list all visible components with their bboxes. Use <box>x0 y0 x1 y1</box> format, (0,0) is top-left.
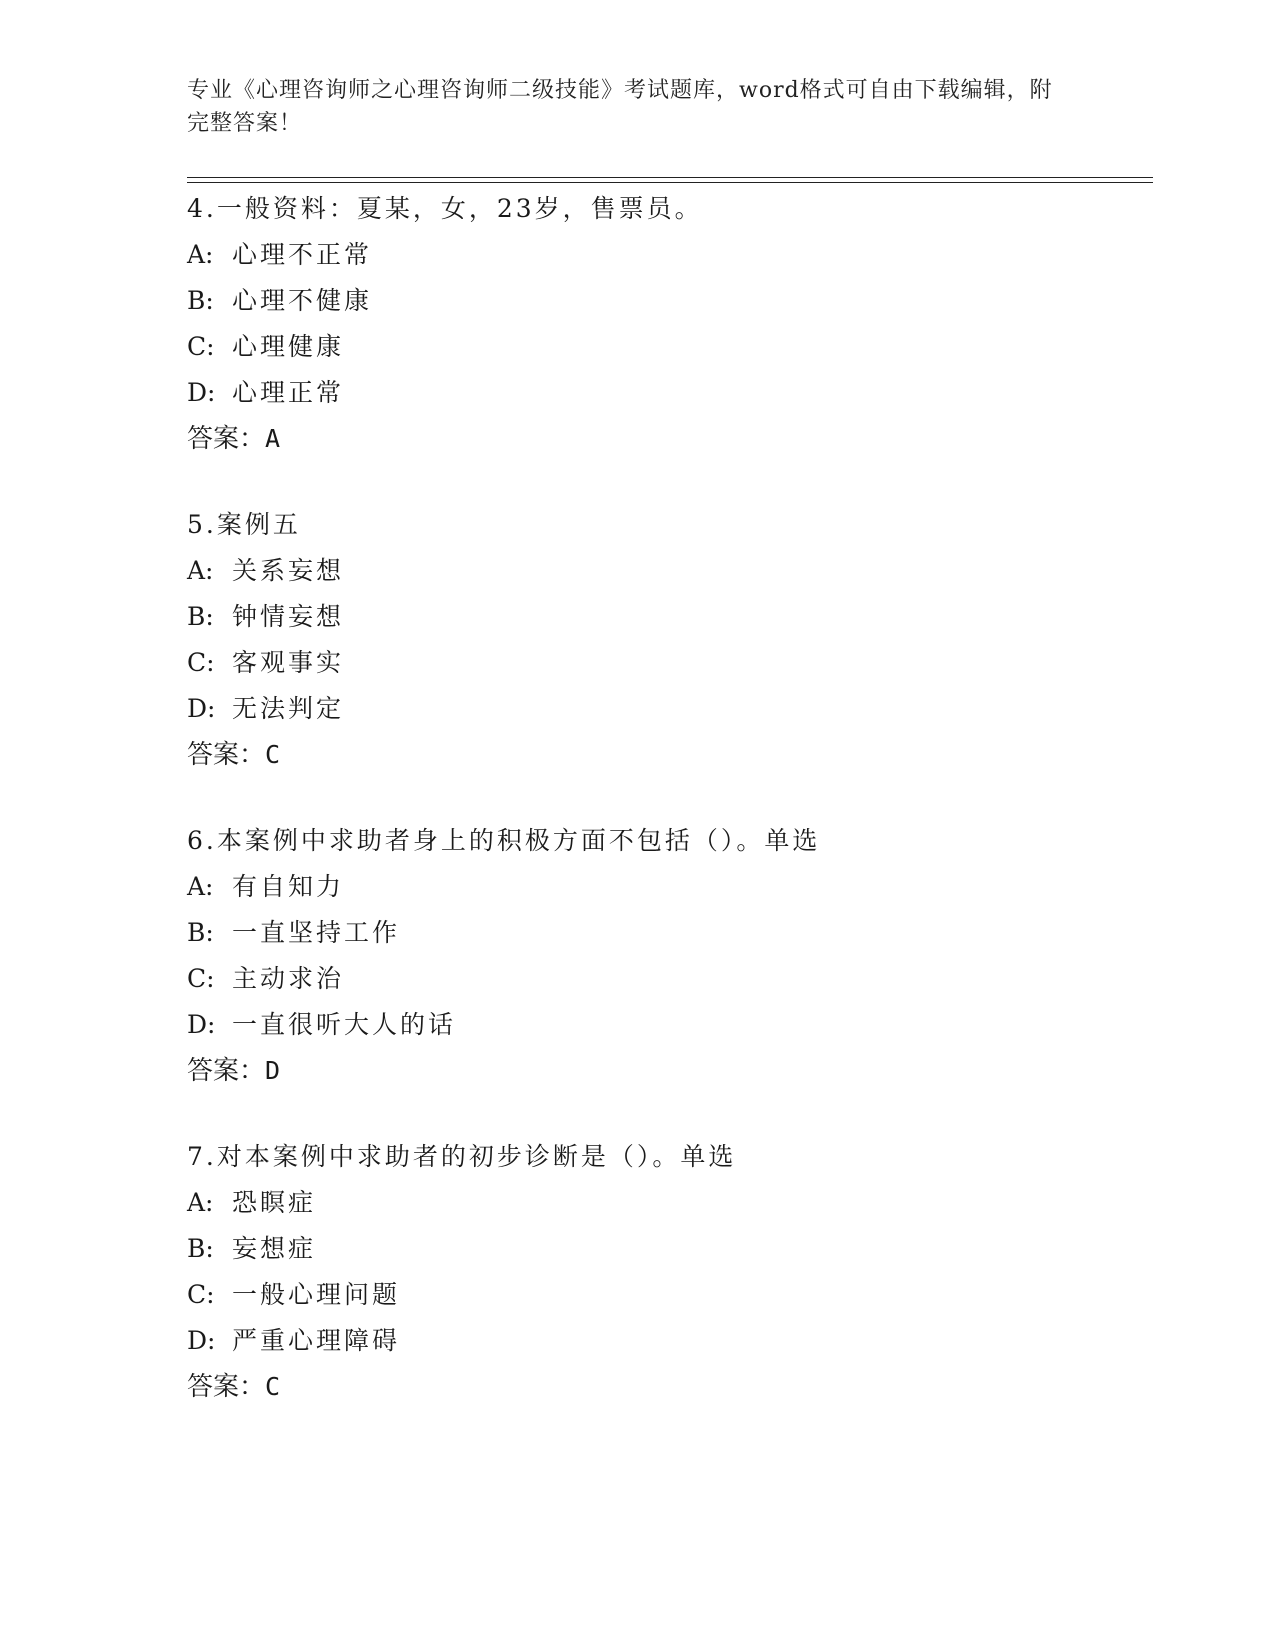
question-stem: 5.案例五 <box>187 510 301 539</box>
option-c <box>187 640 1147 686</box>
option-text: 心理不健康 <box>232 286 373 315</box>
option-text: 钟情妄想 <box>232 602 345 631</box>
option-text: 一直坚持工作 <box>232 918 401 947</box>
option-letter: B: <box>187 602 214 631</box>
option-letter: A: <box>187 240 214 269</box>
answer-line <box>187 1364 1147 1410</box>
option-letter: D: <box>187 1010 216 1039</box>
option-d <box>187 1318 1147 1364</box>
option-text: 心理不正常 <box>232 240 373 269</box>
question-6 <box>187 818 1147 1094</box>
answer-line <box>187 416 1147 462</box>
option-c <box>187 324 1147 370</box>
option-letter: C: <box>187 648 215 677</box>
answer-line <box>187 1048 1147 1094</box>
question-4 <box>187 186 1147 462</box>
option-b <box>187 594 1147 640</box>
option-letter: A: <box>187 872 214 901</box>
option-c <box>187 1272 1147 1318</box>
header-divider-bottom <box>187 182 1153 183</box>
option-letter: A: <box>187 1188 214 1217</box>
option-text: 妄想症 <box>232 1234 317 1263</box>
option-letter: B: <box>187 1234 214 1263</box>
question-stem: 6.本案例中求助者身上的积极方面不包括（）。单选 <box>187 826 821 855</box>
option-text: 客观事实 <box>232 648 345 677</box>
answer-value: C <box>265 1372 281 1401</box>
option-d <box>187 686 1147 732</box>
question-stem: 4.一般资料：夏某，女，23岁，售票员。 <box>187 194 703 223</box>
option-a <box>187 864 1147 910</box>
answer-label: 答案： <box>187 740 266 770</box>
option-text: 一直很听大人的话 <box>232 1010 457 1039</box>
option-letter: C: <box>187 1280 215 1309</box>
option-b <box>187 1226 1147 1272</box>
option-a <box>187 548 1147 594</box>
option-text: 心理正常 <box>232 378 345 407</box>
option-d <box>187 1002 1147 1048</box>
answer-line <box>187 732 1147 778</box>
option-text: 恐瞑症 <box>232 1188 317 1217</box>
option-letter: A: <box>187 556 214 585</box>
option-b <box>187 910 1147 956</box>
option-a <box>187 232 1147 278</box>
option-b <box>187 278 1147 324</box>
option-text: 一般心理问题 <box>232 1280 401 1309</box>
answer-label: 答案： <box>187 1372 266 1402</box>
question-stem: 7.对本案例中求助者的初步诊断是（）。单选 <box>187 1142 737 1171</box>
option-letter: D: <box>187 694 216 723</box>
option-letter: D: <box>187 1326 216 1355</box>
option-text: 有自知力 <box>232 872 345 901</box>
option-letter: C: <box>187 332 215 361</box>
answer-value: D <box>265 1056 281 1085</box>
answer-label: 答案： <box>187 1056 266 1086</box>
option-text: 严重心理障碍 <box>232 1326 401 1355</box>
answer-label: 答案： <box>187 424 266 454</box>
option-letter: D: <box>187 378 216 407</box>
option-letter: C: <box>187 964 215 993</box>
option-letter: B: <box>187 286 214 315</box>
option-text: 关系妄想 <box>232 556 345 585</box>
question-7 <box>187 1134 1147 1410</box>
option-letter: B: <box>187 918 214 947</box>
header-divider-top <box>187 177 1153 178</box>
option-a <box>187 1180 1147 1226</box>
option-c <box>187 956 1147 1002</box>
option-text: 无法判定 <box>232 694 345 723</box>
answer-value: A <box>265 424 281 453</box>
option-text: 心理健康 <box>232 332 345 361</box>
option-text: 主动求治 <box>232 964 345 993</box>
document-header: 专业《心理咨询师之心理咨询师二级技能》考试题库，word格式可自由下载编辑，附完整答案！ <box>187 78 1053 136</box>
answer-value: C <box>265 740 281 769</box>
option-d <box>187 370 1147 416</box>
question-5 <box>187 502 1147 778</box>
